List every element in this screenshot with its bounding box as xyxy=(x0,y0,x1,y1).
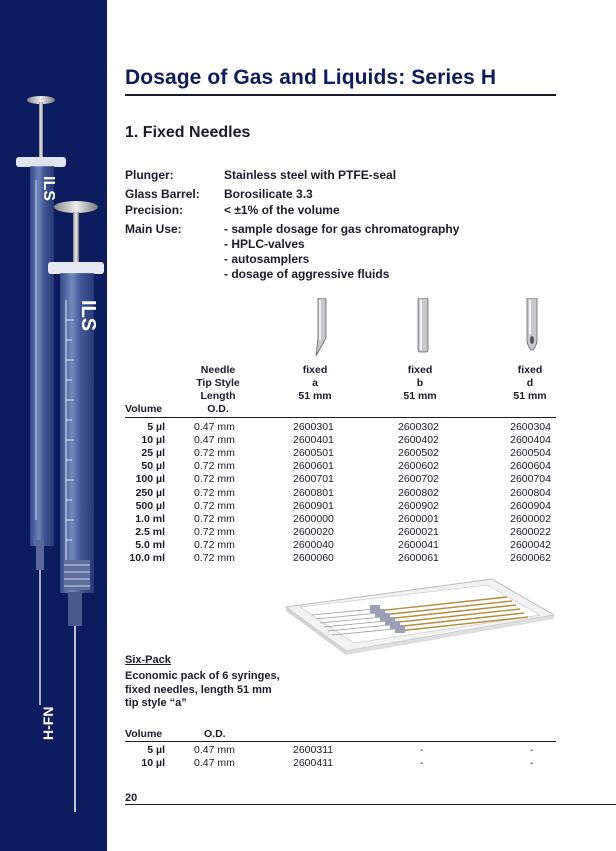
header-needle: Needle Tip Style Length O.D. xyxy=(196,364,240,415)
cell-d: 2600022 xyxy=(510,525,551,538)
cell-a: 2600701 xyxy=(293,473,334,486)
cell-vol: 10 µl xyxy=(141,434,165,447)
six-header-od: O.D. xyxy=(204,728,226,740)
cell-b: 2600502 xyxy=(398,447,439,460)
spec-label-plunger: Plunger: xyxy=(125,168,174,182)
cell-vol: 50 µl xyxy=(141,460,165,473)
cell-b: 2600702 xyxy=(398,473,439,486)
six-pack-desc-2: fixed needles, length 51 mm xyxy=(125,684,272,696)
page-title: Dosage of Gas and Liquids: Series H xyxy=(125,66,497,89)
page-number: 20 xyxy=(125,792,138,804)
cell-b: 2600402 xyxy=(398,434,439,447)
needle-tip-a-icon xyxy=(310,298,332,358)
spec-value-main-use-1: - sample dosage for gas chromatography xyxy=(224,222,460,236)
needle-tip-b-icon xyxy=(412,298,434,358)
cell-od: 0.47 mm xyxy=(194,421,235,433)
cell-vol: 2.5 ml xyxy=(135,525,165,538)
cell-d: 2600304 xyxy=(510,421,551,433)
spec-label-precision: Precision: xyxy=(125,203,184,217)
cell-vol: 500 µl xyxy=(135,499,165,512)
six-table-row: 5 µl 0.47 mm 2600311 - - xyxy=(147,744,534,756)
cell-d: 2600042 xyxy=(510,538,551,551)
cell-a: 2600901 xyxy=(293,499,334,512)
cell-d: 2600604 xyxy=(510,460,551,473)
cell-vol: 100 µl xyxy=(135,473,165,486)
table-header-divider xyxy=(125,417,556,418)
brand-ils-front: ILS xyxy=(77,300,99,332)
spec-value-barrel: Borosilicate 3.3 xyxy=(224,187,313,201)
cell-od: 0.72 mm xyxy=(194,499,235,512)
table-row xyxy=(125,526,556,539)
section-heading: 1. Fixed Needles xyxy=(125,124,251,141)
cell-a: 2600801 xyxy=(293,486,334,499)
six-pack-desc-3: tip style “a” xyxy=(125,697,187,709)
spec-value-main-use-4: - dosage of aggressive fluids xyxy=(224,267,390,281)
cell-a: 2600401 xyxy=(293,434,334,447)
cell-a: 2600301 xyxy=(293,421,334,433)
six-pack-desc-1: Economic pack of 6 syringes, xyxy=(125,670,280,682)
needle-tip-d-icon xyxy=(520,298,544,358)
six-pack-tray-image xyxy=(282,575,557,655)
cell-vol: 10.0 ml xyxy=(129,552,165,564)
cell-a: 2600501 xyxy=(293,447,334,460)
cell-d: 2600504 xyxy=(510,447,551,460)
cell-d: 2600002 xyxy=(510,512,551,525)
table-row xyxy=(125,539,556,552)
cell-od: 0.72 mm xyxy=(194,460,235,473)
table-row xyxy=(125,552,556,565)
cell-a: 2600060 xyxy=(293,552,334,564)
sidebar-code: H-FN xyxy=(40,706,56,740)
table-row xyxy=(125,460,556,473)
cell-b: 2600041 xyxy=(398,538,439,551)
cell-vol: 250 µl xyxy=(135,486,165,499)
brand-ils-back: ILS xyxy=(40,176,57,201)
spec-label-main-use: Main Use: xyxy=(125,222,182,236)
table-row xyxy=(125,487,556,500)
cell-vol: 5 µl xyxy=(147,421,165,433)
cell-d: 2600704 xyxy=(510,473,551,486)
cell-od: 0.72 mm xyxy=(194,447,235,460)
cell-b: 2600902 xyxy=(398,499,439,512)
header-volume: Volume xyxy=(125,403,163,415)
table-row xyxy=(125,473,556,486)
header-col-b: fixed b 51 mm xyxy=(403,364,437,402)
six-pack-title: Six-Pack xyxy=(125,654,171,666)
six-table-divider xyxy=(125,741,556,742)
cell-b: 2600602 xyxy=(398,460,439,473)
cell-b: 2600061 xyxy=(398,552,439,564)
cell-vol: 25 µl xyxy=(141,447,165,460)
cell-od: 0.72 mm xyxy=(194,525,235,538)
spec-value-precision: < ±1% of the volume xyxy=(224,203,340,217)
cell-d: 2600804 xyxy=(510,486,551,499)
cell-b: 2600802 xyxy=(398,486,439,499)
table-row xyxy=(125,421,556,434)
cell-a: 2600040 xyxy=(293,538,334,551)
header-col-d: fixed d 51 mm xyxy=(513,364,547,402)
cell-vol: 5.0 ml xyxy=(135,538,165,551)
table-row xyxy=(125,447,556,460)
cell-od: 0.72 mm xyxy=(194,473,235,486)
header-col-a: fixed a 51 mm xyxy=(298,364,332,402)
spec-value-plunger: Stainless steel with PTFE-seal xyxy=(224,168,397,182)
spec-value-main-use-3: - autosamplers xyxy=(224,252,310,266)
cell-od: 0.47 mm xyxy=(194,434,235,447)
cell-a: 2600000 xyxy=(293,512,334,525)
cell-a: 2600020 xyxy=(293,525,334,538)
cell-od: 0.72 mm xyxy=(194,538,235,551)
cell-od: 0.72 mm xyxy=(194,512,235,525)
cell-od: 0.72 mm xyxy=(194,486,235,499)
cell-vol: 1.0 ml xyxy=(135,512,165,525)
six-header-volume: Volume xyxy=(125,728,163,740)
spec-label-barrel: Glass Barrel: xyxy=(125,187,200,201)
cell-b: 2600021 xyxy=(398,525,439,538)
cell-b: 2600302 xyxy=(398,421,439,433)
cell-d: 2600404 xyxy=(510,434,551,447)
cell-od: 0.72 mm xyxy=(194,552,235,564)
cell-d: 2600904 xyxy=(510,499,551,512)
six-table-row: 10 µl 0.47 mm 2600411 - - xyxy=(141,757,534,769)
footer-divider xyxy=(125,804,616,805)
cell-a: 2600601 xyxy=(293,460,334,473)
title-divider xyxy=(125,94,556,96)
cell-b: 2600001 xyxy=(398,512,439,525)
table-row xyxy=(125,513,556,526)
table-row xyxy=(125,500,556,513)
spec-value-main-use-2: - HPLC-valves xyxy=(224,237,305,251)
table-row xyxy=(125,434,556,447)
cell-d: 2600062 xyxy=(510,552,551,564)
